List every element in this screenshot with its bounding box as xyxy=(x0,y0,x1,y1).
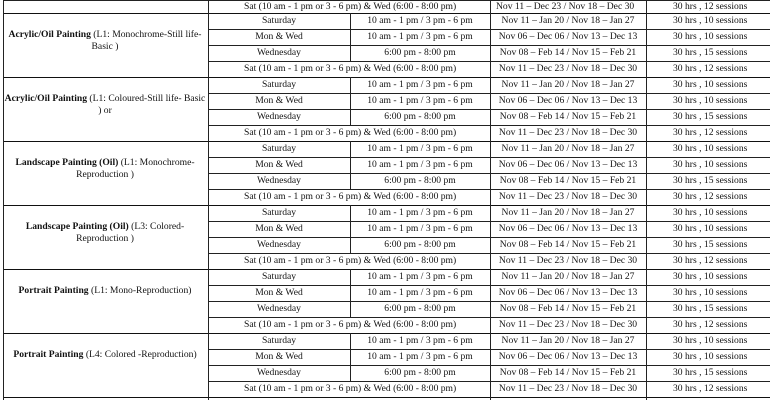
course-title xyxy=(4,157,206,181)
duration-cell: 30 hrs , 10 sessions xyxy=(673,335,748,346)
dates-cell: Nov 08 – Feb 14 / Nov 15 – Feb 21 xyxy=(499,367,637,378)
row-border xyxy=(208,221,770,222)
course-title-bold: Portrait Painting xyxy=(13,349,84,360)
row-border xyxy=(3,0,770,1)
duration-cell: 30 hrs , 15 sessions xyxy=(673,111,748,122)
day-cell: Saturday xyxy=(261,271,297,282)
course-title xyxy=(4,221,206,245)
day-cell: Mon & Wed xyxy=(255,287,303,298)
row-border xyxy=(208,125,770,126)
day-cell: Mon & Wed xyxy=(255,95,303,106)
time-cell: 10 am - 1 pm / 3 pm - 6 pm xyxy=(367,223,473,234)
row-border xyxy=(208,349,770,350)
time-cell: 10 am - 1 pm / 3 pm - 6 pm xyxy=(367,207,473,218)
dates-cell: Nov 08 – Feb 14 / Nov 15 – Feb 21 xyxy=(499,111,637,122)
row-border xyxy=(208,317,770,318)
course-title-bold: Acrylic/Oil Painting xyxy=(8,29,91,40)
row-border xyxy=(208,285,770,286)
day-cell: Saturday xyxy=(261,207,297,218)
duration-cell: 30 hrs , 10 sessions xyxy=(673,271,748,282)
time-cell: 6:00 pm - 8:00 pm xyxy=(384,175,456,186)
day-cell: Wednesday xyxy=(257,111,301,122)
top-combined-schedule: Sat (10 am - 1 pm or 3 - 6 pm) & Wed (6:00 - 8:00 pm) xyxy=(244,1,457,12)
combined-schedule: Sat (10 am - 1 pm or 3 - 6 pm) & Wed (6:00 - 8:00 pm) xyxy=(244,319,457,330)
dates-cell: Nov 08 – Feb 14 / Nov 15 – Feb 21 xyxy=(499,303,637,314)
row-border xyxy=(208,157,770,158)
duration-cell: 30 hrs , 10 sessions xyxy=(673,79,748,90)
duration-cell: 30 hrs , 15 sessions xyxy=(673,175,748,186)
course-title-bold: Landscape Painting (Oil) xyxy=(25,221,129,232)
duration-cell: 30 hrs , 15 sessions xyxy=(673,239,748,250)
day-cell: Mon & Wed xyxy=(255,159,303,170)
time-cell: 10 am - 1 pm / 3 pm - 6 pm xyxy=(367,15,473,26)
time-cell: 10 am - 1 pm / 3 pm - 6 pm xyxy=(367,271,473,282)
duration-cell: 30 hrs , 12 sessions xyxy=(673,255,748,266)
dates-cell: Nov 11 – Jan 20 / Nov 18 – Jan 27 xyxy=(501,207,635,218)
duration-cell: 30 hrs , 12 sessions xyxy=(673,319,748,330)
dates-cell: Nov 06 – Dec 06 / Nov 13 – Dec 13 xyxy=(498,31,638,42)
time-cell: 6:00 pm - 8:00 pm xyxy=(384,47,456,58)
dates-cell: Nov 11 – Dec 23 / Nov 18 – Dec 30 xyxy=(498,319,638,330)
combined-schedule: Sat (10 am - 1 pm or 3 - 6 pm) & Wed (6:00 - 8:00 pm) xyxy=(244,255,457,266)
time-cell: 10 am - 1 pm / 3 pm - 6 pm xyxy=(367,95,473,106)
duration-cell: 30 hrs , 10 sessions xyxy=(673,287,748,298)
dates-cell: Nov 11 – Jan 20 / Nov 18 – Jan 27 xyxy=(501,143,635,154)
day-cell: Wednesday xyxy=(257,239,301,250)
duration-cell: 30 hrs , 12 sessions xyxy=(673,191,748,202)
day-cell: Saturday xyxy=(261,79,297,90)
time-cell: 10 am - 1 pm / 3 pm - 6 pm xyxy=(367,31,473,42)
time-cell: 6:00 pm - 8:00 pm xyxy=(384,367,456,378)
row-border xyxy=(208,173,770,174)
course-border xyxy=(3,13,770,14)
course-title-bold: Acrylic/Oil Painting xyxy=(4,93,88,104)
course-title-detail: (L1: Monochrome-Still life-Basic ) xyxy=(90,29,202,52)
course-title-detail: (L4: Colored -Reproduction) xyxy=(83,349,197,360)
course-border xyxy=(3,397,770,398)
column-divider xyxy=(646,0,647,400)
time-cell: 10 am - 1 pm / 3 pm - 6 pm xyxy=(367,351,473,362)
day-cell: Wednesday xyxy=(257,47,301,58)
day-cell: Wednesday xyxy=(257,175,301,186)
duration-cell: 30 hrs , 15 sessions xyxy=(673,303,748,314)
column-divider xyxy=(208,0,209,400)
course-border xyxy=(3,333,770,334)
time-cell: 10 am - 1 pm / 3 pm - 6 pm xyxy=(367,143,473,154)
row-border xyxy=(208,93,770,94)
duration-cell: 30 hrs , 10 sessions xyxy=(673,31,748,42)
day-cell: Saturday xyxy=(261,335,297,346)
course-border xyxy=(3,77,770,78)
row-border xyxy=(208,189,770,190)
duration-cell: 30 hrs , 10 sessions xyxy=(673,15,748,26)
dates-cell: Nov 08 – Feb 14 / Nov 15 – Feb 21 xyxy=(499,175,637,186)
row-border xyxy=(208,365,770,366)
time-cell: 10 am - 1 pm / 3 pm - 6 pm xyxy=(367,159,473,170)
dates-cell: Nov 06 – Dec 06 / Nov 13 – Dec 13 xyxy=(498,287,638,298)
dates-cell: Nov 11 – Jan 20 / Nov 18 – Jan 27 xyxy=(501,79,635,90)
dates-cell: Nov 11 – Dec 23 / Nov 18 – Dec 30 xyxy=(498,127,638,138)
dates-cell: Nov 08 – Feb 14 / Nov 15 – Feb 21 xyxy=(499,47,637,58)
dates-cell: Nov 11 – Dec 23 / Nov 18 – Dec 30 xyxy=(498,191,638,202)
day-cell: Wednesday xyxy=(257,303,301,314)
column-divider xyxy=(3,0,4,400)
time-cell: 10 am - 1 pm / 3 pm - 6 pm xyxy=(367,287,473,298)
row-border xyxy=(208,109,770,110)
course-border xyxy=(3,205,770,206)
day-cell: Saturday xyxy=(261,15,297,26)
row-border xyxy=(208,45,770,46)
row-border xyxy=(208,381,770,382)
dates-cell: Nov 11 – Jan 20 / Nov 18 – Jan 27 xyxy=(501,271,635,282)
dates-cell: Nov 08 – Feb 14 / Nov 15 – Feb 21 xyxy=(499,239,637,250)
day-cell: Mon & Wed xyxy=(255,31,303,42)
row-border xyxy=(208,29,770,30)
time-cell: 10 am - 1 pm / 3 pm - 6 pm xyxy=(367,79,473,90)
top-duration: 30 hrs , 12 sessions xyxy=(673,1,748,12)
course-border xyxy=(3,269,770,270)
course-title-bold: Portrait Painting xyxy=(18,285,89,296)
time-cell: 6:00 pm - 8:00 pm xyxy=(384,239,456,250)
combined-schedule: Sat (10 am - 1 pm or 3 - 6 pm) & Wed (6:00 - 8:00 pm) xyxy=(244,191,457,202)
course-title-detail: (L3: Colored- Reproduction ) xyxy=(76,221,185,244)
dates-cell: Nov 06 – Dec 06 / Nov 13 – Dec 13 xyxy=(498,95,638,106)
day-cell: Wednesday xyxy=(257,367,301,378)
day-cell: Saturday xyxy=(261,143,297,154)
time-cell: 10 am - 1 pm / 3 pm - 6 pm xyxy=(367,335,473,346)
course-border xyxy=(3,141,770,142)
duration-cell: 30 hrs , 10 sessions xyxy=(673,351,748,362)
row-border xyxy=(208,253,770,254)
row-border xyxy=(208,301,770,302)
duration-cell: 30 hrs , 15 sessions xyxy=(673,47,748,58)
course-title xyxy=(4,29,206,53)
duration-cell: 30 hrs , 15 sessions xyxy=(673,367,748,378)
combined-schedule: Sat (10 am - 1 pm or 3 - 6 pm) & Wed (6:00 - 8:00 pm) xyxy=(244,383,457,394)
combined-schedule: Sat (10 am - 1 pm or 3 - 6 pm) & Wed (6:00 - 8:00 pm) xyxy=(244,127,457,138)
dates-cell: Nov 06 – Dec 06 / Nov 13 – Dec 13 xyxy=(498,223,638,234)
dates-cell: Nov 11 – Dec 23 / Nov 18 – Dec 30 xyxy=(498,255,638,266)
row-border xyxy=(208,237,770,238)
duration-cell: 30 hrs , 12 sessions xyxy=(673,63,748,74)
course-title xyxy=(4,93,206,117)
duration-cell: 30 hrs , 10 sessions xyxy=(673,143,748,154)
duration-cell: 30 hrs , 10 sessions xyxy=(673,223,748,234)
day-cell: Mon & Wed xyxy=(255,351,303,362)
dates-cell: Nov 11 – Dec 23 / Nov 18 – Dec 30 xyxy=(498,63,638,74)
row-border xyxy=(208,61,770,62)
time-cell: 6:00 pm - 8:00 pm xyxy=(384,111,456,122)
top-dates: Nov 11 – Dec 23 / Nov 18 – Dec 30 xyxy=(496,1,635,12)
dates-cell: Nov 11 – Jan 20 / Nov 18 – Jan 27 xyxy=(501,335,635,346)
course-title xyxy=(4,349,206,361)
duration-cell: 30 hrs , 12 sessions xyxy=(673,127,748,138)
course-title-detail: (L1: Mono-Reproduction) xyxy=(88,285,192,296)
course-title-detail: (L1: Coloured-Still life- Basic ) or xyxy=(87,93,206,116)
time-cell: 6:00 pm - 8:00 pm xyxy=(384,303,456,314)
duration-cell: 30 hrs , 10 sessions xyxy=(673,207,748,218)
duration-cell: 30 hrs , 10 sessions xyxy=(673,159,748,170)
day-cell: Mon & Wed xyxy=(255,223,303,234)
course-title-detail: (L1: Monochrome- Reproduction ) xyxy=(76,157,195,180)
dates-cell: Nov 06 – Dec 06 / Nov 13 – Dec 13 xyxy=(498,159,638,170)
column-divider xyxy=(490,0,491,400)
dates-cell: Nov 06 – Dec 06 / Nov 13 – Dec 13 xyxy=(498,351,638,362)
dates-cell: Nov 11 – Dec 23 / Nov 18 – Dec 30 xyxy=(498,383,638,394)
dates-cell: Nov 11 – Jan 20 / Nov 18 – Jan 27 xyxy=(501,15,635,26)
course-title xyxy=(4,285,206,297)
duration-cell: 30 hrs , 10 sessions xyxy=(673,95,748,106)
duration-cell: 30 hrs , 12 sessions xyxy=(673,383,748,394)
combined-schedule: Sat (10 am - 1 pm or 3 - 6 pm) & Wed (6:00 - 8:00 pm) xyxy=(244,63,457,74)
course-title-bold: Landscape Painting (Oil) xyxy=(15,157,119,168)
